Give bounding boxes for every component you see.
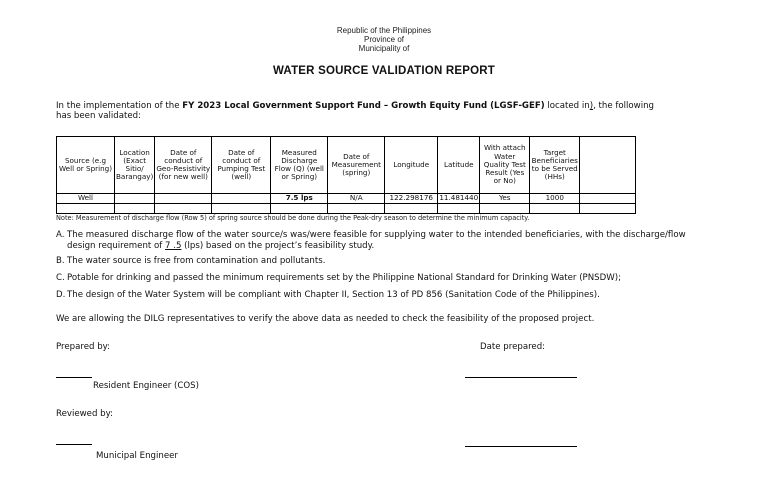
- date-prepared-label: Date prepared:: [480, 342, 546, 352]
- cell-empty: [480, 204, 530, 214]
- header-location: Location (Exact Sitio/ Barangay): [115, 137, 155, 194]
- item-b: [56, 256, 721, 267]
- header-pumping-test: Date of conduct of Pumping Test (well): [212, 137, 271, 194]
- cell-geo-resistivity: [155, 194, 212, 204]
- resident-engineer-label: Resident Engineer (COS): [93, 381, 199, 391]
- item-c: [56, 273, 721, 284]
- header-longitude: Longitude: [385, 137, 438, 194]
- intro-prefix: In the implementation of the: [56, 101, 183, 111]
- header-latitude: Latitude: [438, 137, 480, 194]
- header-geo-resistivity: Date of conduct of Geo-Resistivity (for new well): [155, 137, 212, 194]
- table-row: [57, 194, 636, 204]
- item-a-line2-post: (lps) based on the project’s feasibility study.: [181, 240, 375, 251]
- table-note: Note: Measurement of discharge flow (Row 5) of spring source should be done during the Peak-dry season to determine the minimum capacity.: [56, 214, 530, 222]
- table-header-row: [57, 137, 636, 194]
- header-date-measurement: Date of Measurement (spring): [328, 137, 385, 194]
- item-d-text: The design of the Water System will be compliant with Chapter II, Section 13 of PD 856 (Sanitation Code of the Philippines).: [67, 290, 600, 300]
- item-d: [56, 290, 721, 301]
- cell-extra: [580, 194, 636, 204]
- cell-date-measurement: N/A: [328, 194, 385, 204]
- intro-middle: located in: [544, 101, 590, 111]
- item-b-label: B.: [56, 256, 65, 266]
- intro-line2: has been validated:: [56, 111, 141, 121]
- allowing-statement: We are allowing the DILG representatives to verify the above data as needed to check the feasibility of the proposed project.: [56, 314, 595, 324]
- item-a: [56, 230, 721, 251]
- header-republic: Republic of the Philippines: [336, 26, 432, 35]
- reviewed-date-line: [465, 446, 577, 447]
- header-municipality: Municipality of: [358, 44, 410, 53]
- item-c-label: C.: [56, 273, 65, 283]
- header-beneficiaries: Target Beneficiaries to be Served (HHs): [530, 137, 580, 194]
- cell-empty: [212, 204, 271, 214]
- item-a-flow-value: 7 .5: [165, 240, 182, 251]
- intro-paragraph: [56, 101, 716, 121]
- cell-pumping-test: [212, 194, 271, 204]
- cell-source: Well: [57, 194, 115, 204]
- intro-location-blank: ): [589, 101, 594, 111]
- item-d-label: D.: [56, 290, 66, 300]
- cell-location: [115, 194, 155, 204]
- prepared-by-label: Prepared by:: [56, 342, 111, 352]
- prepared-signature-line: [56, 377, 92, 378]
- header-discharge-flow: Measured Discharge Flow (Q) (well or Spring): [271, 137, 328, 194]
- reviewed-by-label: Reviewed by:: [56, 409, 113, 419]
- table-row: [57, 204, 636, 214]
- item-a-line2-pre: design requirement of: [67, 240, 166, 251]
- cell-empty: [438, 204, 480, 214]
- cell-empty: [155, 204, 212, 214]
- header-water-quality: With attach Water Quality Test Result (Yes or No): [480, 137, 530, 194]
- cell-latitude: 11.481440: [439, 193, 479, 203]
- item-a-label: A.: [56, 230, 65, 240]
- cell-empty: [580, 204, 636, 214]
- cell-empty: [115, 204, 155, 214]
- cell-empty: [328, 204, 385, 214]
- header-extra: [580, 137, 636, 194]
- cell-beneficiaries: 1000: [530, 194, 580, 204]
- header-province: Province of: [363, 35, 405, 44]
- item-c-text: Potable for drinking and passed the minimum requirements set by the Philippine National Standard for Drinking Water (PNSDW);: [67, 273, 621, 283]
- cell-discharge-flow: 7.5 lps: [271, 194, 328, 204]
- cell-longitude: 122.298176: [385, 194, 438, 204]
- header-source: Source (e.g Well or Spring): [57, 137, 115, 194]
- item-a-line1: The measured discharge flow of the water source/s was/were feasible for supplying water to the intended beneficiaries, with the discharge/flow: [67, 230, 686, 240]
- report-title: WATER SOURCE VALIDATION REPORT: [273, 65, 495, 77]
- municipal-engineer-label: Municipal Engineer: [96, 451, 178, 461]
- cell-empty: [271, 204, 328, 214]
- cell-empty: [385, 204, 438, 214]
- date-prepared-line: [465, 377, 577, 378]
- reviewed-signature-line: [56, 444, 92, 445]
- cell-empty: [57, 204, 115, 214]
- intro-fund: FY 2023 Local Government Support Fund – Growth Equity Fund (LGSF-GEF): [182, 101, 545, 111]
- validation-table: [56, 136, 636, 214]
- cell-water-quality: Yes: [480, 194, 530, 204]
- item-b-text: The water source is free from contamination and pollutants.: [67, 256, 326, 266]
- intro-suffix: , the following: [593, 101, 654, 111]
- cell-empty: [530, 204, 580, 214]
